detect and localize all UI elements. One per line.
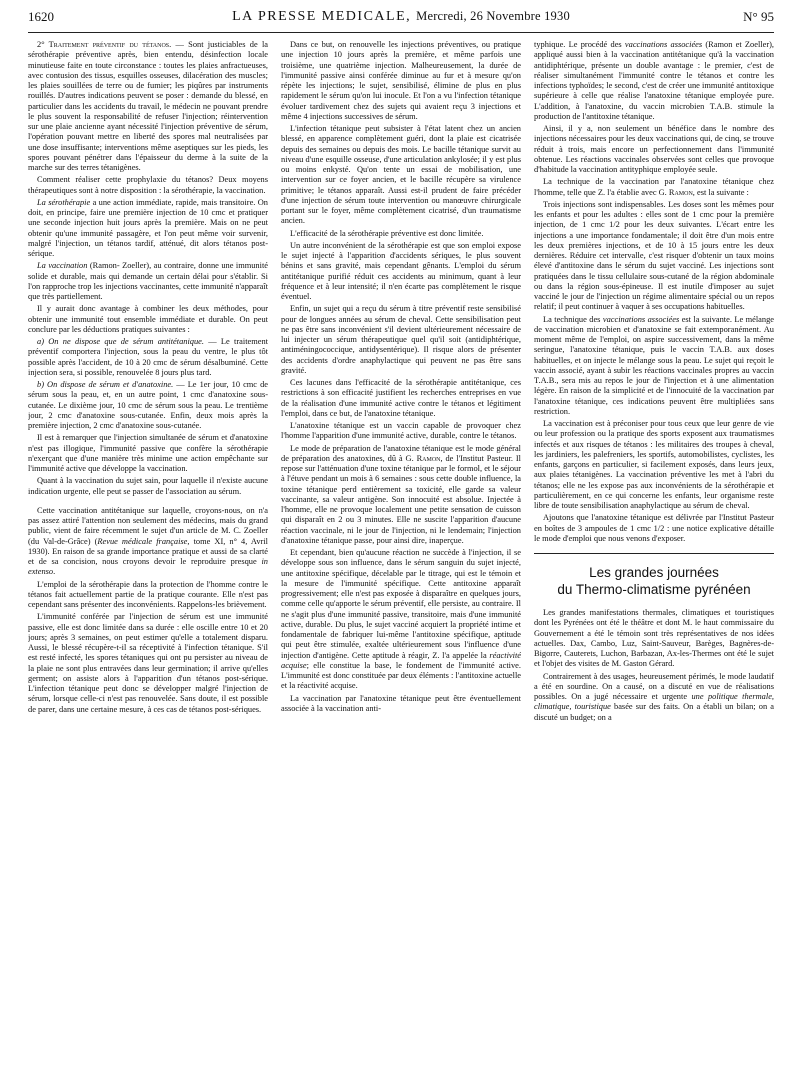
article-headline: Les grandes journées du Thermo-climatisme pyrénéen (557, 565, 751, 597)
text-column-3 (534, 40, 774, 1075)
paragraph: La vaccination par l'anatoxine tétanique peut être éventuellement associée à la vaccination anti- (281, 693, 521, 713)
paragraph: Il est à remarquer que l'injection simultanée de sérum et d'anatoxine n'est pas illogique, l'immunité passive que confère la sérothérapie n'exerçant que d'une manière très minime une action empêchante sur l'immunité active que développe la vaccination. (28, 433, 268, 473)
paragraph: Le mode de préparation de l'anatoxine tétanique est le mode général de préparation des anatoxines, dû à G. Ramon, de l'Institut Pasteur. Il repose sur l'atténuation d'une toxine tétanique par le formol, et le séjour à l'étuve pendant un mois à 6 semaines : sous cette double influence, la toxine tétanique perd entièrement sa toxicité, elle garde sa valeur vaccinante, sa valeur antigène. Son innocuité est absolue. Injectée à l'homme, elle ne provoque localement une petite sensation de cuisson qui disparaît en 2 ou 3 minutes. Elle ne suscite l'apparition d'aucune réaction vaccinale, ni le jour de l'injection, ni le lendemain; l'injection d'anatoxine tétanique passe, pour ainsi dire, inaperçue. (281, 443, 521, 545)
paragraph: Ces lacunes dans l'efficacité de la sérothérapie antitétanique, ces restrictions à son efficacité justifient les recherches entreprises en vue de la réalisation d'une immunité active contre le tétanos et légitiment l'emploi, dans ce but, de l'anatoxine tétanique. (281, 378, 521, 418)
paragraph: Un autre inconvénient de la sérothérapie est que son emploi expose le sujet injecté à l'apparition d'accidents sériques, le plus souvent bénins et sans gravité, mais cependant gênants. L'emploi du sérum antitétanique purifié réduit ces accidents au minimum, quant à leur fréquence et à leur intensité; il n'en écarte pas complètement le risque éventuel. (281, 240, 521, 301)
paragraph: L'anatoxine tétanique est un vaccin capable de provoquer chez l'homme l'apparition d'une immunité active, durable, contre le tétanos. (281, 421, 521, 441)
paragraph: La vaccination est à préconiser pour tous ceux que leur genre de vie ou leur profession ou la pratique des sports exposent aux traumatismes infectés et aux risques de tétanos : les militaires des troupes à cheval, les jardiniers, les palefreniers, les sportifs, automobilistes, cyclistes, les enfants, garçons en particulier, si facilement exposés, dans leurs jeux, aux plaies tétanigènes. La vaccination préventive les met à l'abri du tétanos; elle ne les expose pas aux inconvénients de la sérothérapie et particulièrement, en ce qui concerne les enfants, leur organisme reste libre de toute sensibilisation anaphylactique au sérum de cheval. (534, 419, 774, 510)
running-header (28, 6, 774, 33)
paragraph: Et cependant, bien qu'aucune réaction ne succède à l'injection, il se développe sous son influence, dans le sérum sanguin du sujet injecté, une antitoxine spécifique, décelable par le titrage, qui est le témoin et la mesure de l'immunité spécifique. Cette antitoxine apparaît progressivement; elle n'est pas exposée à disparaître en quelques jours, comme celle qu'apporte le sérum préventif, elle persiste, au contraire. Il ne s'agit plus d'une immunité passive, transitoire, mais d'une immunité active, durable. Du plus, le sujet vacciné acquiert la propriété intime et fondamentale de fabriquer lui-même l'antitoxine spécifique, aptitude qui peut être stimulée, exaltée ultérieurement sous l'influence d'une injection d'antigène. Cette aptitude à réagir, Z. l'a appelée la réactivité acquise; elle constitue la base, le fondement de l'immunité active. L'immunité est donc constituée par deux éléments : l'antitoxine actuelle et la réactivité acquise. (281, 548, 521, 691)
paragraph: a) On ne dispose que de sérum antitétanique. — Le traitement préventif comportera l'injection, sous la peau du ventre, le plus tôt possible après l'accident, de 10 à 20 cmc de sérum désalbuminé. Cette injection sera, si possible, renouvelée 8 jours plus tard. (28, 337, 268, 377)
paragraph: La technique de la vaccination par l'anatoxine tétanique chez l'homme, telle que Z. l'a établie avec G. Ramon, est la suivante : (534, 177, 774, 197)
paragraph: Quant à la vaccination du sujet sain, pour laquelle il n'existe aucune indication urgente, elle peut se passer de l'association au sérum. (28, 476, 268, 496)
section-divider (534, 553, 774, 554)
paragraph: Comment réaliser cette prophylaxie du tétanos? Deux moyens thérapeutiques sont à notre disposition : la sérothérapie, la vaccination. (28, 175, 268, 195)
paragraph: L'efficacité de la sérothérapie préventive est donc limitée. (290, 228, 484, 238)
paragraph: La technique des vaccinations associées est la suivante. Le mélange de vaccination microbien et d'anatoxine se fait extemporanément. Au moment même de l'emploi, on aspire successivement, dans la même seringue, l'anatoxine tétanique, puis le vaccin T.A.B. aux doses habituelles, et on injecte le mélange sous la peau. Le sujet qui reçoit le vaccin associé, ayant à subir les réactions vaccinales propres au vaccin T.A.B., sera mis au repos le jour de l'injection et à une alimentation légère. En raison de la simplicité et de l'innocuité de la vaccination par l'anatoxine tétanique, ces indications peuvent être multipliées sans restriction. (534, 314, 774, 416)
paragraph: Contrairement à des usages, heureusement périmés, le mode laudatif a été en sourdine. On a causé, on a discuté en vue de réalisations possibles. On a jugé nécessaire et urgente une politique thermale, climatique, touristique basée sur des faits. On a établi un bilan; on a discuté un budget; on a (534, 671, 774, 722)
paragraph: Trois injections sont indispensables. Les doses sont les mêmes pour les enfants et pour les adultes : elles sont de 1 cmc pour la première injection, de 1 cmc 1/2 pour les deux suivantes. L'écart entre les injections a une importance fondamentale; il doit être d'un mois entre les deux premières injections, et de 10 à 15 jours entre les deux dernières. Réduire cet intervalle, c'est risquer d'obtenir un taux moins élevé d'antitoxine dans le sérum du sujet vacciné. Les injections sont pratiquées dans le tissu cellulaire sous-cutané de la région abdominale ou dans la région sous-épineuse. Il est inutile d'imposer au sujet vacciné le jour de l'injection un régime alimentaire spécial ou un repos relatif; il peut continuer à vaquer à ses occupations habituelles. (534, 199, 774, 312)
journal-title: LA PRESSE MEDICALE, (232, 9, 412, 24)
issue-date: Mercredi, 26 Novembre 1930 (416, 9, 570, 23)
paragraph: L'infection tétanique peut subsister à l'état latent chez un ancien blessé, en apparence complètement guéri, dont la plaie est cicatrisée depuis des semaines ou depuis des mois. Le bacille tétanique survit au niveau d'une esquille osseuse, d'une articulation ankylosée; il y est plus ou moins enkysté. Qu'on tente un essai de mobilisation, une intervention sur ce foyer ancien, et le bacille récupère sa virulence primitive; le tétanos apparaît. Aussi est-il prudent de faire précéder d'une injection de sérum toute intervention ou manœuvre chirurgicale portant sur le foyer, même complètement cicatrisé, d'un traumatisme ancien. (281, 124, 521, 226)
paragraph: b) On dispose de sérum et d'anatoxine. — Le 1er jour, 10 cmc de sérum sous la peau, et, en un autre point, 1 cmc d'anatoxine sous-cutanée. Le dixième jour, 10 cmc de sérum sous la peau. Le trentième jour, 2 cmc d'anatoxine sous-cutanée. Enfin, deux mois après la première injection, 2 cmc d'anatoxine sous-cutanée. (28, 380, 268, 430)
paragraph: Enfin, un sujet qui a reçu du sérum à titre préventif reste sensibilisé pour de longues années au sérum de cheval. Cette sensibilisation peut ne pas être sans inconvénient s'il devient ultérieurement nécessaire de lui injecter un sérum thérapeutique quel qu'il soit (antidiphtérique, antiméningococcique, antidysentérique). Il risque alors de présenter des accidents d'ordre anaphylactique qui peuvent ne pas être sans gravité. (281, 304, 521, 375)
paragraph: Dans ce but, on renouvelle les injections préventives, ou pratique une injection 10 jours après la première, et même parfois une troisième, une quatrième injection. Malheureusement, la durée de l'immunité passive ainsi conférée diminue au fur et à mesure qu'on répète les injections; le sujet, sensibilisé, élimine de plus en plus rapidement le sérum qu'on lui inocule. Et l'on a vu l'infection tétanique évoluer tardivement chez des sujets qui avaient reçu 3 injections et même 4 injections successives de sérum. (281, 40, 521, 121)
paragraph: La sérothérapie a une action immédiate, rapide, mais transitoire. On doit, en principe, faire une première injection de 10 cmc et pratiquer une seconde injection huit jours après la première. Mais on ne peut obtenir qu'une immunité passagère, et l'on peut même voir survenir, malgré l'injection, un tétanos tardif, atténué, dit alors tétanos post-sérique. (28, 197, 268, 258)
page-number: 1620 (28, 9, 54, 24)
paragraph: L'immunité conférée par l'injection de sérum est une immunité passive, elle est donc limitée dans sa durée : elle oscille entre 10 et 20 jours; après 3 semaines, on peut estimer qu'elle a totalement disparu. Aussi, le blessé récupère-t-il sa réceptivité à l'infection tétanique. S'il est resté infecté, les spores tétaniques qui ont pu persister au niveau de la plaie ne sont plus entravées dans leur germination; il arrive qu'elles germent; on assiste alors à l'apparition d'un tétanos post-sérique. L'infection tétanique peut donc se développer malgré l'injection de sérum, lorsque celle-ci n'est pas renouvelée. Sans doute, il est possible de parer, dans une certaine mesure, à ces cas de tétanos post-sériques. (28, 612, 268, 714)
paragraph: typhique. Le procédé des vaccinations associées (Ramon et Zoeller), appliqué aussi bien à la vaccination antitétanique qu'à la vaccination antidiphtérique, présente un double avantage : le premier, c'est de réaliser simultanément l'immunité contre le tétanos et contre les infections typhoïdes; le second, c'est de créer une immunité antitoxique supérieure à celle que réalise l'anatoxine tétanique employée pure. L'addition, à l'anatoxine, du vaccin microbien T.A.B. stimule la production de l'antitoxine tétanique. (534, 40, 774, 121)
journal-page (28, 0, 774, 1082)
text-column-2 (281, 40, 521, 1075)
paragraph: Il y aurait donc avantage à combiner les deux méthodes, pour obtenir une immunité tout ensemble immédiate et durable. On peut conclure par les déductions pratiques suivantes : (28, 304, 268, 334)
paragraph: Cette vaccination antitétanique sur laquelle, croyons-nous, on n'a pas assez attiré l'attention non seulement des médecins, mais du grand public, vient de faire récemment le sujet d'un article de M. C. Zoeller (du Val-de-Grâce) (Revue médicale française, tome XI, n° 4, Avril 1930). En raison de sa grande importance pratique et aussi de sa clarté et de sa concision, nous croyons devoir le reproduire presque in extenso. (28, 505, 268, 577)
paragraph: Les grandes manifestations thermales, climatiques et touristiques dont les Pyrénées ont été le théâtre et dont M. le haut commissaire du Gouvernement a été le témoin sont très représentatives de nos idées actuelles. Dax, Cambo, Luz, Saint-Sauveur, Barèges, Bagnères-de-Bigorre, Cauterets, Luchon, Barbazan, Ax-les-Thermes ont été le sujet et l'objet des visites de M. Gaston Gérard. (534, 608, 774, 669)
paragraph: Ainsi, il y a, non seulement un bénéfice dans le nombre des injections nécessaires pour les deux vaccinations qui, de cinq, se trouve réduit à trois, mais encore un perfectionnement dans l'immunité obtenue. Les réactions vaccinales observées sont celles que provoque d'habitude la vaccination antityphique employée seule. (534, 124, 774, 174)
text-column-1 (28, 40, 268, 1075)
issue-number: N° 95 (743, 9, 774, 24)
paragraph: Ajoutons que l'anatoxine tétanique est délivrée par l'Institut Pasteur en boîtes de 3 ampoules de 1 cmc 1/2 : une notice explicative détaille le mode d'emploi que nous venons d'exposer. (534, 513, 774, 543)
paragraph: 2° Traitement préventif du tétanos. — Sont justiciables de la sérothérapie préventive après, bien entendu, désinfection locale minutieuse faite en toute circonstance : toutes les plaies anfractueuses, avec contusion des tissus, esquilles osseuses, dilacération des muscles; les plaies souillées de terre ou de fumier; les piqûres par instruments rouillés. D'autres indications peuvent se poser : demande du blessé, en particulier dans les accidents du travail, le médecin ne pouvant prendre le plus souvent la responsabilité de refuser l'injection; réintervention sur une plaie ancienne ayant nécessité l'injection préventive de sérum, l'opération pouvant mettre en liberté des spores mal neutralisées par une dose insuffisante; interventions même aseptiques sur les pieds, les spores pouvant pénétrer dans l'épaisseur du derme à la suite de la marche sur des terres tétanigènes. (28, 40, 268, 172)
paragraph: L'emploi de la sérothérapie dans la protection de l'homme contre le tétanos fait actuellement partie de la pratique courante. Elle n'est pas cependant sans présenter des inconvénients. Rappelons-les brièvement. (28, 579, 268, 609)
section-heading: 2° Traitement préventif du tétanos. (37, 40, 172, 49)
paragraph: La vaccination (Ramon- Zoeller), au contraire, donne une immunité solide et durable, mais qui demande un certain délai pour s'établir. Si l'on rapproche trop les injections vaccinantes, cette immunité n'apparaît que très partiellement. (28, 261, 268, 301)
journal-title-line (28, 9, 774, 25)
